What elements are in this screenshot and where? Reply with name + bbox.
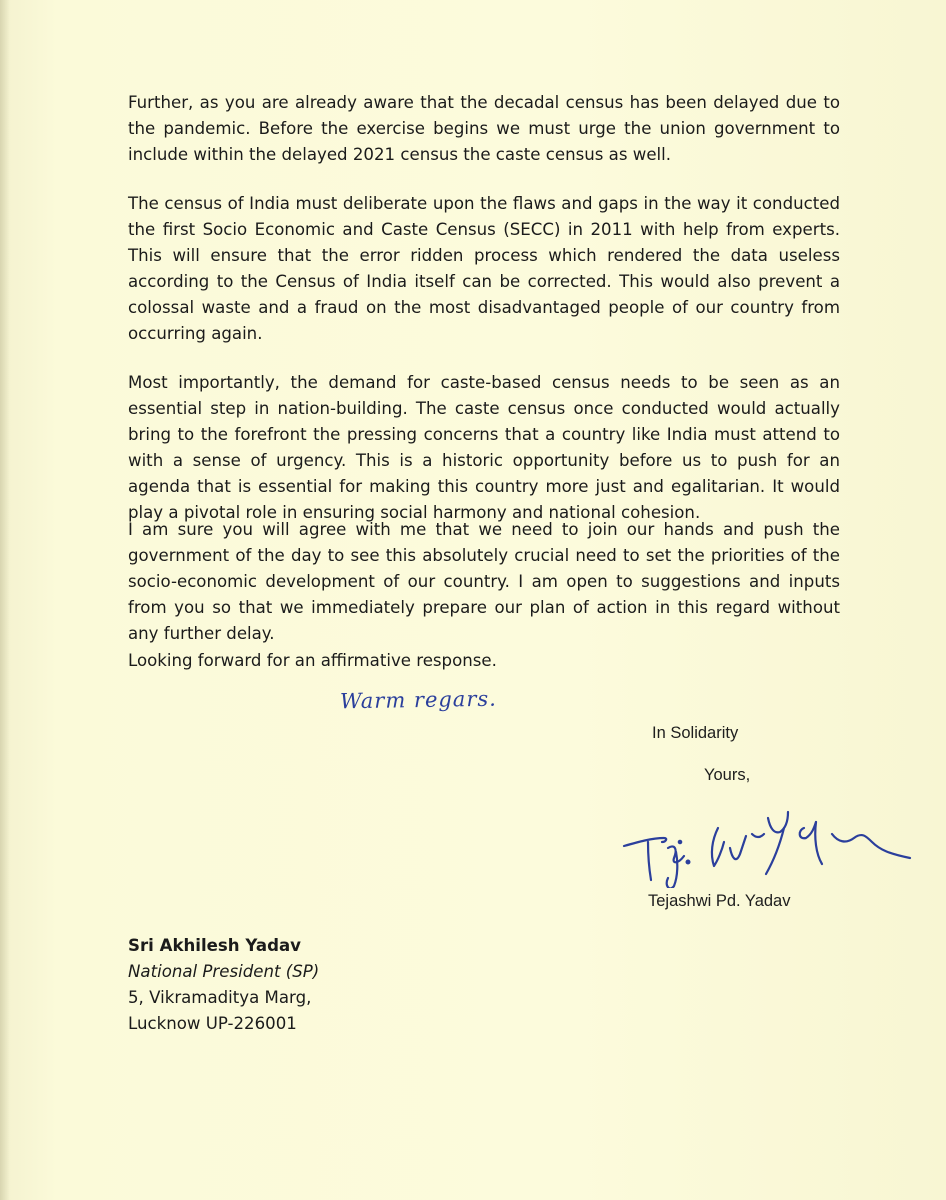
handwritten-signature	[618, 798, 918, 888]
paper-edge-shadow	[0, 0, 10, 1200]
paragraph-nation-building: Most importantly, the demand for caste-based census needs to be seen as an essential step in nation-building. The caste census once conducted would actually bring to the forefront the pressing concerns that a country like India must attend to with a sense of urgency. This is a historic opportunity before us to push for an agenda that is essential for making this country more just and egalitarian. It would play a pivotal role in ensuring social harmony and national cohesion.	[128, 373, 840, 522]
addressee-block	[128, 933, 319, 1037]
addressee-name: Sri Akhilesh Yadav	[128, 936, 301, 955]
closing-yours: Yours,	[704, 766, 751, 784]
addressee-title: National President (SP)	[128, 962, 320, 981]
paragraph-looking-forward: Looking forward for an affirmative response.	[128, 651, 497, 670]
paragraph-join-hands: I am sure you will agree with me that we need to join our hands and push the government of the day to see this absolutely crucial need to set the priorities of the socio-economic development of our country. I am open to suggestions and inputs from you so that we immediately prepare our plan of action in this regard without any further delay.	[128, 520, 840, 643]
signatory-name: Tejashwi Pd. Yadav	[648, 892, 791, 910]
closing-solidarity: In Solidarity	[652, 724, 739, 742]
handwritten-regards: Warm regars.	[339, 686, 498, 714]
paragraph-secc-flaws: The census of India must deliberate upon the flaws and gaps in the way it conducted the first Socio Economic and Caste Census (SECC) in 2011 with help from experts. This will ensure that the error ridden process which rendered the data useless according to the Census of India itself can be corrected. This would also prevent a colossal waste and a fraud on the most disadvantaged people of our country from occurring again.	[128, 194, 840, 343]
paragraph-census-delay: Further, as you are already aware that the decadal census has been delayed due to the pandemic. Before the exercise begins we must urge the union government to include within the delayed 2021 census the caste census as well.	[128, 93, 840, 164]
addressee-city: Lucknow UP-226001	[128, 1014, 297, 1033]
addressee-street: 5, Vikramaditya Marg,	[128, 988, 312, 1007]
